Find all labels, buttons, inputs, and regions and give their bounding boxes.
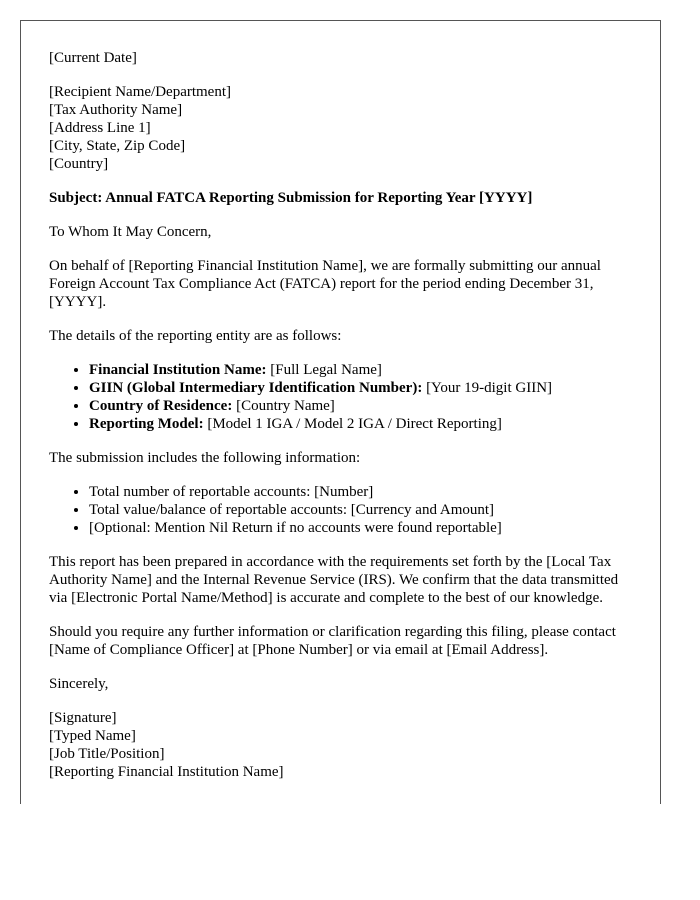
- list-item: [89, 397, 632, 415]
- compliance-paragraph: This report has been prepared in accordance with the requirements set forth by the [Local Tax Authority Name] and the Internal Revenue Service (IRS). We confirm that the data transmitted via [Electronic Portal Name/Method] is accurate and complete to the best of our knowledge.: [49, 554, 619, 606]
- letter-closing: Sincerely,: [49, 676, 109, 692]
- intro-paragraph: On behalf of [Reporting Financial Institution Name], we are formally submitting our annual Foreign Account Tax Compliance Act (FATCA) report for the period ending December 31, [YYYY].: [49, 258, 601, 310]
- recipient-line: [Country]: [49, 156, 109, 172]
- detail-value: [Model 1 IGA / Model 2 IGA / Direct Reporting]: [203, 416, 502, 432]
- signature-line: [Job Title/Position]: [49, 746, 165, 762]
- recipient-line: [Recipient Name/Department]: [49, 84, 232, 100]
- list-item: • Total number of reportable accounts: [Number]: [89, 483, 632, 501]
- letter-date: [Current Date]: [49, 50, 137, 66]
- detail-label: GIIN (Global Intermediary Identification Number):: [89, 380, 423, 396]
- letter-salutation: To Whom It May Concern,: [49, 224, 212, 240]
- detail-value: [Full Legal Name]: [266, 362, 382, 378]
- letter-document: [20, 20, 661, 804]
- detail-label: Reporting Model:: [89, 416, 204, 432]
- list-item: • Total value/balance of reportable accounts: [Currency and Amount]: [89, 501, 632, 519]
- letter-subject: Subject: Annual FATCA Reporting Submission for Reporting Year [YYYY]: [49, 190, 533, 206]
- signature-line: [Signature]: [49, 710, 117, 726]
- recipient-address: [49, 83, 632, 173]
- signature-line: [Reporting Financial Institution Name]: [49, 764, 284, 780]
- detail-value: [Your 19-digit GIIN]: [422, 380, 553, 396]
- list-item: [89, 361, 632, 379]
- list-item: • [Optional: Mention Nil Return if no accounts were found reportable]: [89, 519, 632, 537]
- list-item: [89, 415, 632, 433]
- signature-line: [Typed Name]: [49, 728, 136, 744]
- submission-intro: The submission includes the following information:: [49, 450, 361, 466]
- recipient-line: [City, State, Zip Code]: [49, 138, 186, 154]
- recipient-line: [Address Line 1]: [49, 120, 151, 136]
- list-item: [89, 379, 632, 397]
- detail-value: [Country Name]: [232, 398, 335, 414]
- submission-items-list: [49, 483, 632, 537]
- detail-label: Country of Residence:: [89, 398, 233, 414]
- signature-block: [49, 709, 632, 781]
- detail-label: Financial Institution Name:: [89, 362, 267, 378]
- entity-details-list: [49, 361, 632, 433]
- contact-paragraph: Should you require any further information or clarification regarding this filing, please contact [Name of Compliance Officer] at [Phone Number] or via email at [Email Address].: [49, 624, 616, 658]
- entity-intro: The details of the reporting entity are as follows:: [49, 328, 342, 344]
- recipient-line: [Tax Authority Name]: [49, 102, 183, 118]
